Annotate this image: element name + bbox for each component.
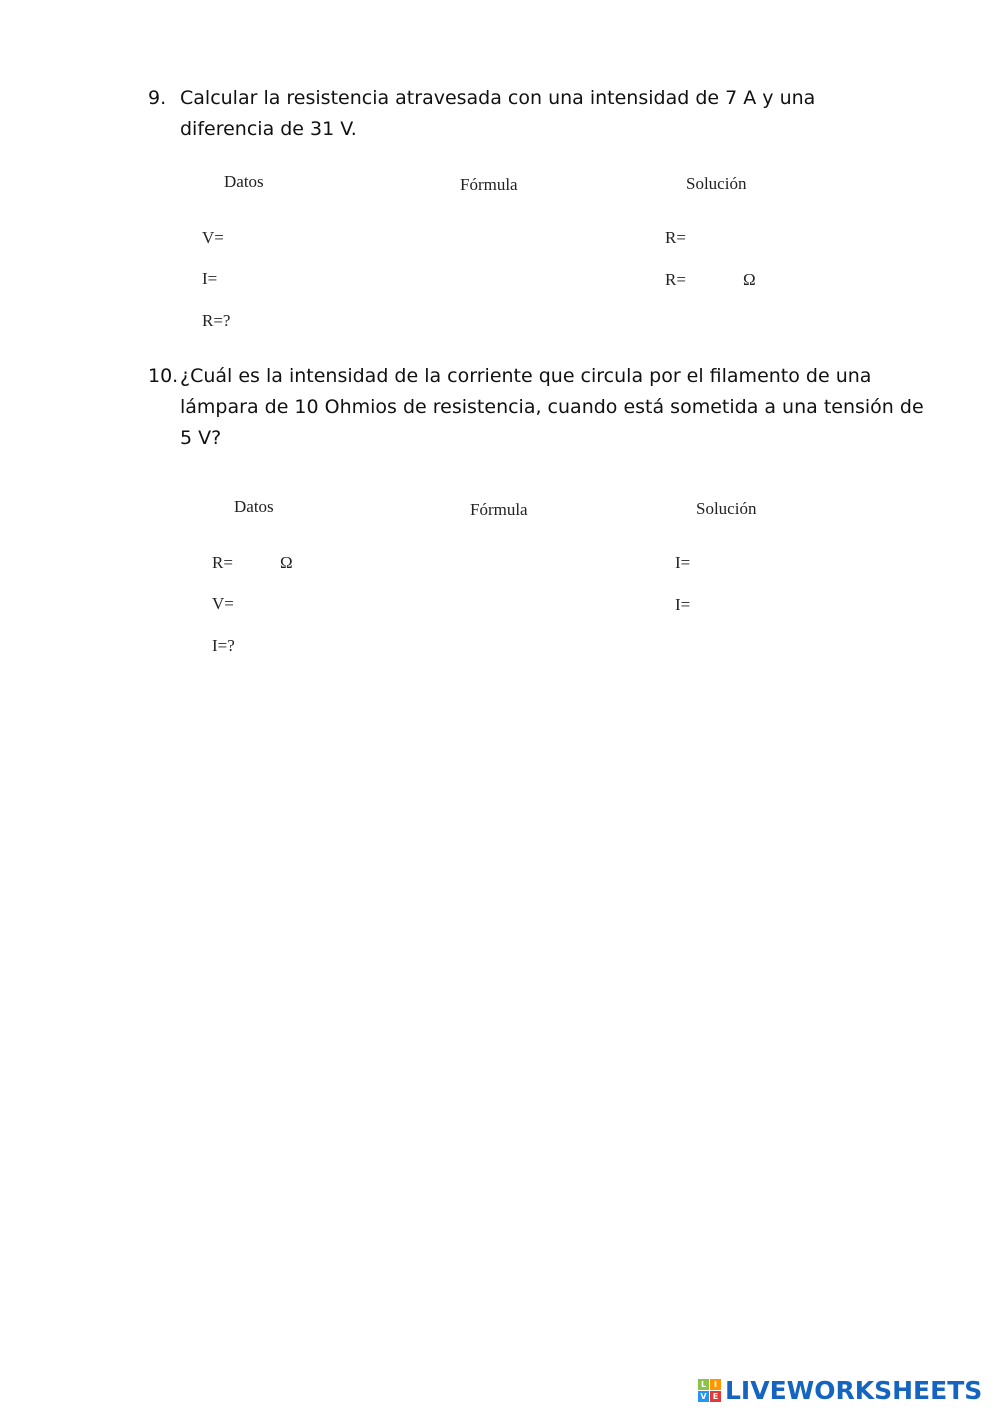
logo-tile: L (698, 1379, 709, 1390)
solucion-header: Solución (686, 174, 747, 193)
logo-icon (698, 1379, 721, 1402)
datos-resistance: R= (212, 553, 233, 572)
formula-header: Fórmula (470, 500, 528, 519)
liveworksheets-logo (698, 1376, 982, 1405)
logo-wordmark: LIVEWORKSHEETS (725, 1376, 983, 1405)
question-text-line: 5 V? (180, 427, 222, 449)
solucion-line-1: I= (675, 553, 691, 572)
datos-current: I= (202, 269, 218, 288)
question-9 (148, 83, 815, 145)
datos-voltage: V= (202, 228, 224, 247)
solucion-line-2: I= (675, 595, 691, 614)
logo-tile: V (698, 1391, 709, 1402)
solucion-header: Solución (696, 499, 757, 518)
question-text-line: lámpara de 10 Ohmios de resistencia, cuando está sometida a una tensión de (180, 396, 924, 418)
solucion-line-2: R= (665, 270, 686, 289)
formula-header: Fórmula (460, 175, 518, 194)
question-10 (148, 361, 924, 454)
question-number: 9. (148, 87, 167, 109)
datos-unknown: I=? (212, 636, 235, 655)
question-text-line: ¿Cuál es la intensidad de la corriente que circula por el filamento de una (180, 365, 872, 387)
question-text-line: diferencia de 31 V. (180, 118, 357, 140)
solucion-line-1: R= (665, 228, 686, 247)
datos-header: Datos (224, 172, 264, 191)
logo-tile: I (710, 1379, 721, 1390)
question-text-line: Calcular la resistencia atravesada con una intensidad de 7 A y una (180, 87, 816, 109)
question-number: 10. (148, 365, 179, 387)
datos-unknown: R=? (202, 311, 231, 330)
logo-tile: E (710, 1391, 721, 1402)
ohm-unit: Ω (280, 553, 293, 572)
datos-header: Datos (234, 497, 274, 516)
datos-voltage: V= (212, 594, 234, 613)
ohm-unit: Ω (743, 270, 756, 289)
